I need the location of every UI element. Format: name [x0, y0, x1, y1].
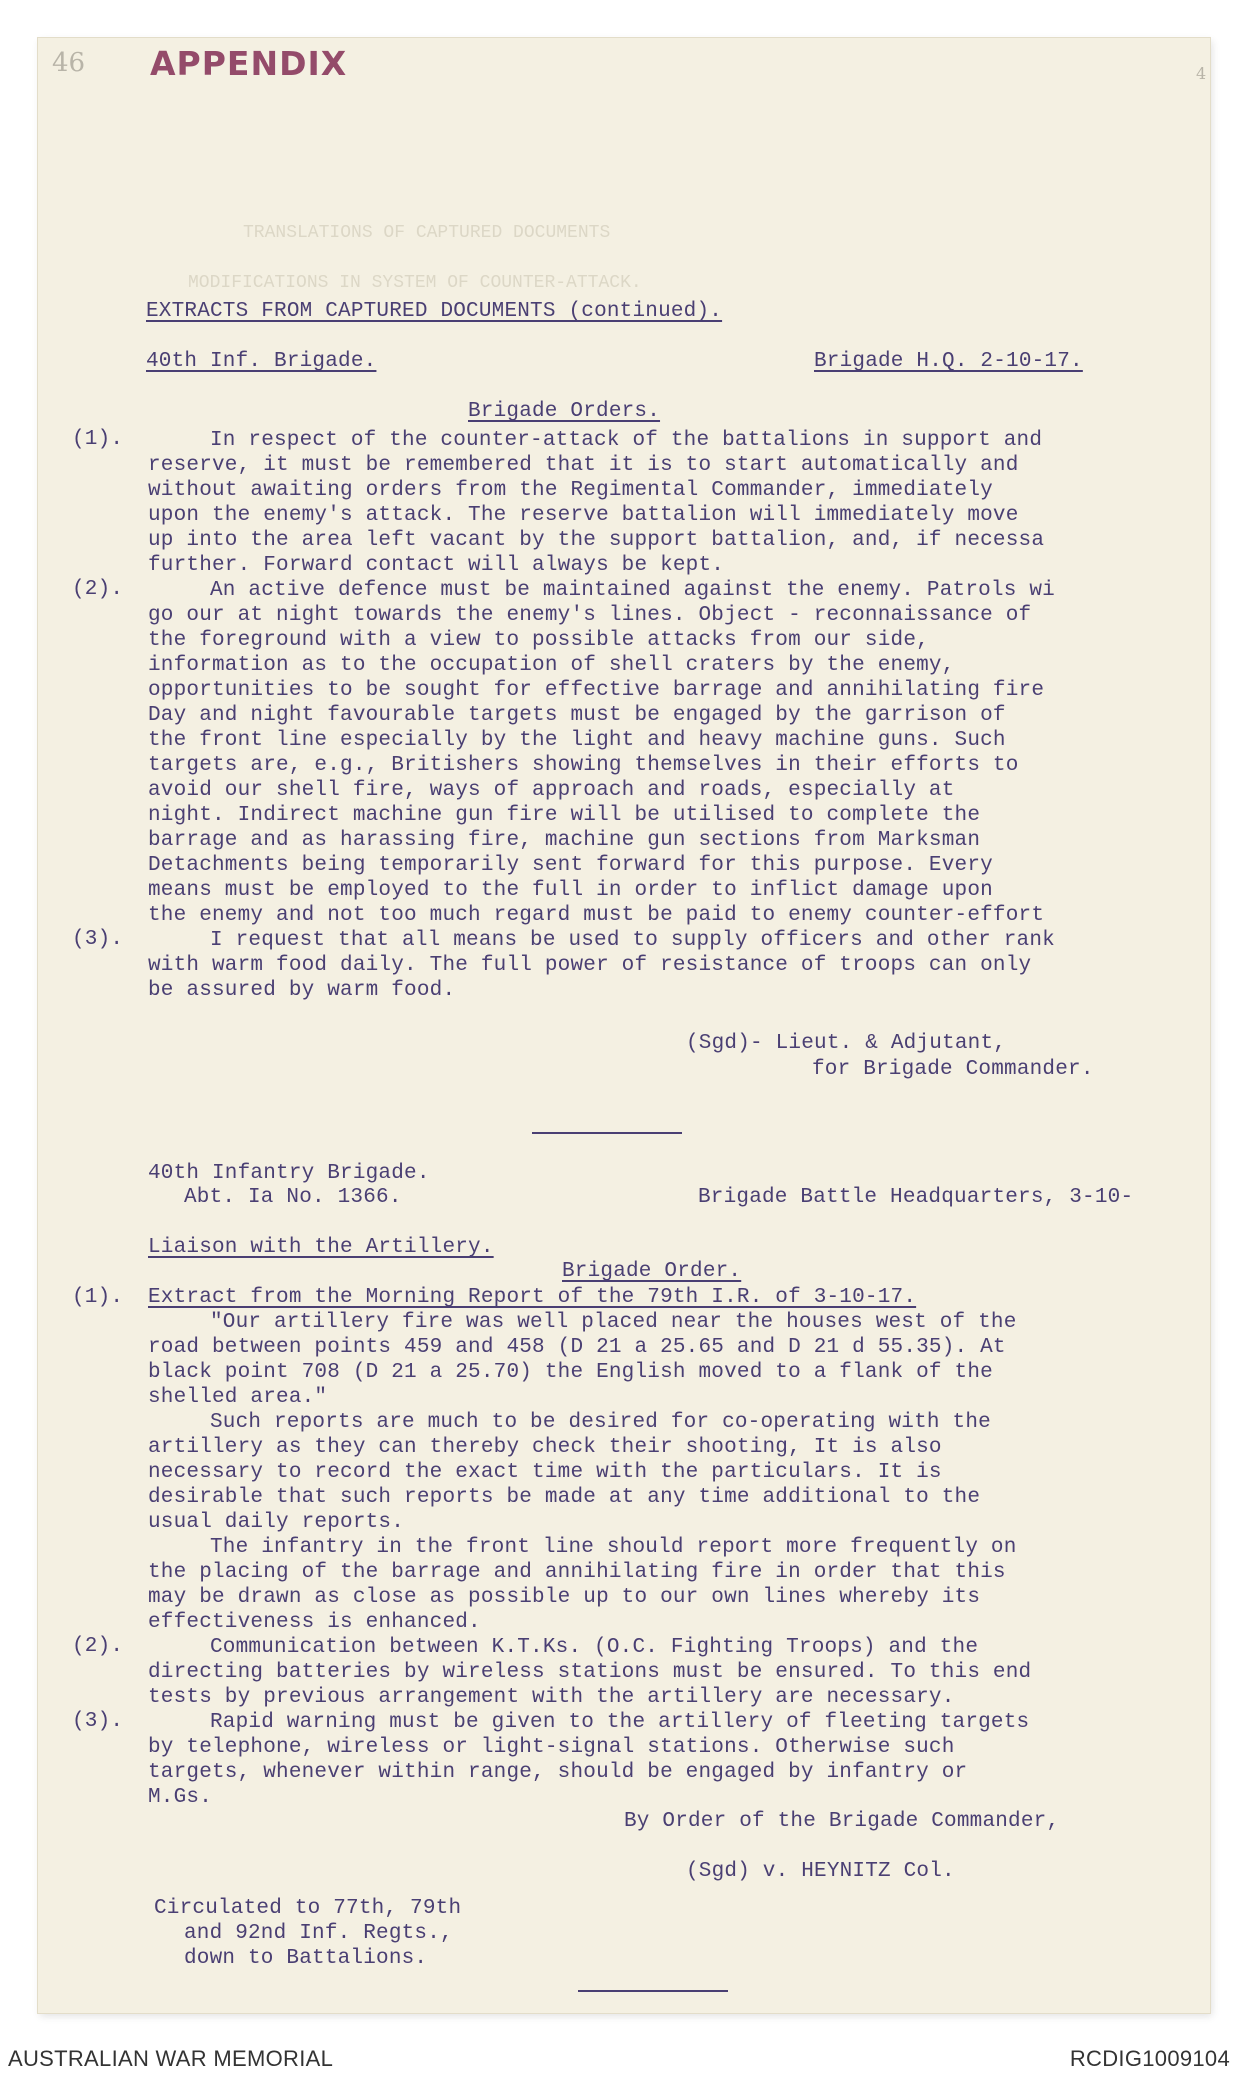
text-line: the foreground with a view to possible attacks from our side, [148, 629, 929, 652]
doc1-item-2-number: (2). [72, 578, 124, 601]
doc2-item-1-quote [148, 1310, 1017, 1410]
text-line: Circulated to 77th, 79th [154, 1897, 462, 1920]
text-line: Detachments being temporarily sent forward for this purpose. Every [148, 854, 993, 877]
bleed-through-line-1: TRANSLATIONS OF CAPTURED DOCUMENTS [243, 223, 611, 243]
text-line: An active defence must be maintained against the enemy. Patrols wi [210, 579, 1055, 602]
text-line: down to Battalions. [184, 1947, 428, 1970]
text-line: the enemy and not too much regard must be paid to enemy counter-effort [148, 904, 1045, 927]
doc2-hq-date: Brigade Battle Headquarters, 3-10- [698, 1186, 1134, 1209]
text-line: may be drawn as close as possible up to our own lines whereby its [148, 1586, 981, 1609]
text-line: road between points 459 and 458 (D 21 a 25.65 and D 21 d 55.35). At [148, 1336, 1006, 1359]
text-line: targets, whenever within range, should be engaged by infantry or [148, 1761, 968, 1784]
text-line: Such reports are much to be desired for co-operating with the [210, 1411, 991, 1434]
text-line: without awaiting orders from the Regimental Commander, immediately [148, 479, 993, 502]
text-line: up into the area left vacant by the support battalion, and, if necessa [148, 529, 1045, 552]
doc1-signature: (Sgd)- Lieut. & Adjutant, [686, 1032, 1007, 1055]
doc1-unit: 40th Inf. Brigade. [146, 350, 377, 373]
text-line: effectiveness is enhanced. [148, 1611, 481, 1634]
archive-id: RCDIG1009104 [1069, 2046, 1230, 2071]
folio-number: 46 [52, 48, 86, 78]
bleed-through-line-2: MODIFICATIONS IN SYSTEM OF COUNTER-ATTACK. [188, 273, 642, 293]
doc2-signature-order: By Order of the Brigade Commander, [624, 1810, 1060, 1833]
doc1-item-3 [148, 928, 1055, 1003]
text-line: upon the enemy's attack. The reserve battalion will immediately move [148, 504, 1019, 527]
doc1-item-1-number: (1). [72, 428, 124, 451]
text-line: the front line especially by the light and heavy machine guns. Such [148, 729, 1006, 752]
doc2-item-1-para-2 [148, 1410, 991, 1535]
text-line: night. Indirect machine gun fire will be utilised to complete the [148, 804, 981, 827]
section-divider [532, 1132, 682, 1134]
doc2-item-1-para-3 [148, 1535, 1017, 1635]
doc1-item-1 [148, 428, 1044, 578]
end-divider [578, 1990, 728, 1992]
text-line: necessary to record the exact time with the particulars. It is [148, 1461, 942, 1484]
doc2-item-3-number: (3). [72, 1710, 124, 1733]
text-line: opportunities to be sought for effective barrage and annihilating fire [148, 679, 1045, 702]
doc2-item-1-heading: Extract from the Morning Report of the 79th I.R. of 3-10-17. [148, 1286, 917, 1309]
doc1-signature-for: for Brigade Commander. [812, 1058, 1094, 1081]
doc2-item-1-number: (1). [72, 1286, 124, 1309]
doc2-title: Brigade Order. [562, 1260, 742, 1283]
text-line: artillery as they can thereby check their shooting, It is also [148, 1436, 942, 1459]
text-line: usual daily reports. [148, 1511, 405, 1534]
text-line: "Our artillery fire was well placed near the houses west of the [210, 1311, 1017, 1334]
doc1-item-3-number: (3). [72, 928, 124, 951]
top-right-mark: 4 [1196, 64, 1207, 83]
doc2-circulation [154, 1896, 461, 1971]
text-line: I request that all means be used to supply officers and other rank [210, 929, 1055, 952]
text-line: desirable that such reports be made at any time additional to the [148, 1486, 981, 1509]
text-line: tests by previous arrangement with the artillery are necessary. [148, 1686, 955, 1709]
text-line: further. Forward contact will always be kept. [148, 554, 725, 577]
text-line: be assured by warm food. [148, 979, 456, 1002]
text-line: targets are, e.g., Britishers showing themselves in their efforts to [148, 754, 1019, 777]
doc2-unit: 40th Infantry Brigade. [148, 1162, 430, 1185]
doc1-title: Brigade Orders. [468, 400, 661, 423]
text-line: The infantry in the front line should report more frequently on [210, 1536, 1017, 1559]
archive-label: AUSTRALIAN WAR MEMORIAL [8, 2046, 334, 2071]
text-line: black point 708 (D 21 a 25.70) the English moved to a flank of the [148, 1361, 993, 1384]
text-line: barrage and as harassing fire, machine gun sections from Marksman [148, 829, 981, 852]
text-line: the placing of the barrage and annihilating fire in order that this [148, 1561, 1006, 1584]
text-line: shelled area." [148, 1386, 328, 1409]
text-line: Day and night favourable targets must be engaged by the garrison of [148, 704, 1006, 727]
text-line: reserve, it must be remembered that it is to start automatically and [148, 454, 1019, 477]
appendix-stamp: APPENDIX [150, 44, 348, 83]
doc1-hq-date: Brigade H.Q. 2-10-17. [814, 350, 1083, 373]
doc2-signature: (Sgd) v. HEYNITZ Col. [686, 1860, 955, 1883]
text-line: with warm food daily. The full power of resistance of troops can only [148, 954, 1032, 977]
text-line: Rapid warning must be given to the artillery of fleeting targets [210, 1711, 1030, 1734]
doc2-item-3 [148, 1710, 1029, 1810]
text-line: Communication between K.T.Ks. (O.C. Fighting Troops) and the [210, 1636, 979, 1659]
text-line: means must be employed to the full in order to inflict damage upon [148, 879, 993, 902]
text-line: directing batteries by wireless stations must be ensured. To this end [148, 1661, 1032, 1684]
text-line: go our at night towards the enemy's lines. Object - reconnaissance of [148, 604, 1032, 627]
doc2-item-2-number: (2). [72, 1635, 124, 1658]
doc1-item-2 [148, 578, 1055, 928]
doc2-item-2 [148, 1635, 1031, 1710]
text-line: by telephone, wireless or light-signal stations. Otherwise such [148, 1736, 955, 1759]
text-line: avoid our shell fire, ways of approach and roads, especially at [148, 779, 955, 802]
text-line: M.Gs. [148, 1786, 213, 1809]
text-line: information as to the occupation of shell craters by the enemy, [148, 654, 955, 677]
doc2-subject: Liaison with the Artillery. [148, 1236, 494, 1259]
doc2-ref: Abt. Ia No. 1366. [184, 1186, 402, 1209]
text-line: and 92nd Inf. Regts., [184, 1922, 453, 1945]
doc1-heading: EXTRACTS FROM CAPTURED DOCUMENTS (continued). [146, 300, 723, 323]
text-line: In respect of the counter-attack of the battalions in support and [210, 429, 1043, 452]
document-sheet [38, 38, 1210, 2013]
